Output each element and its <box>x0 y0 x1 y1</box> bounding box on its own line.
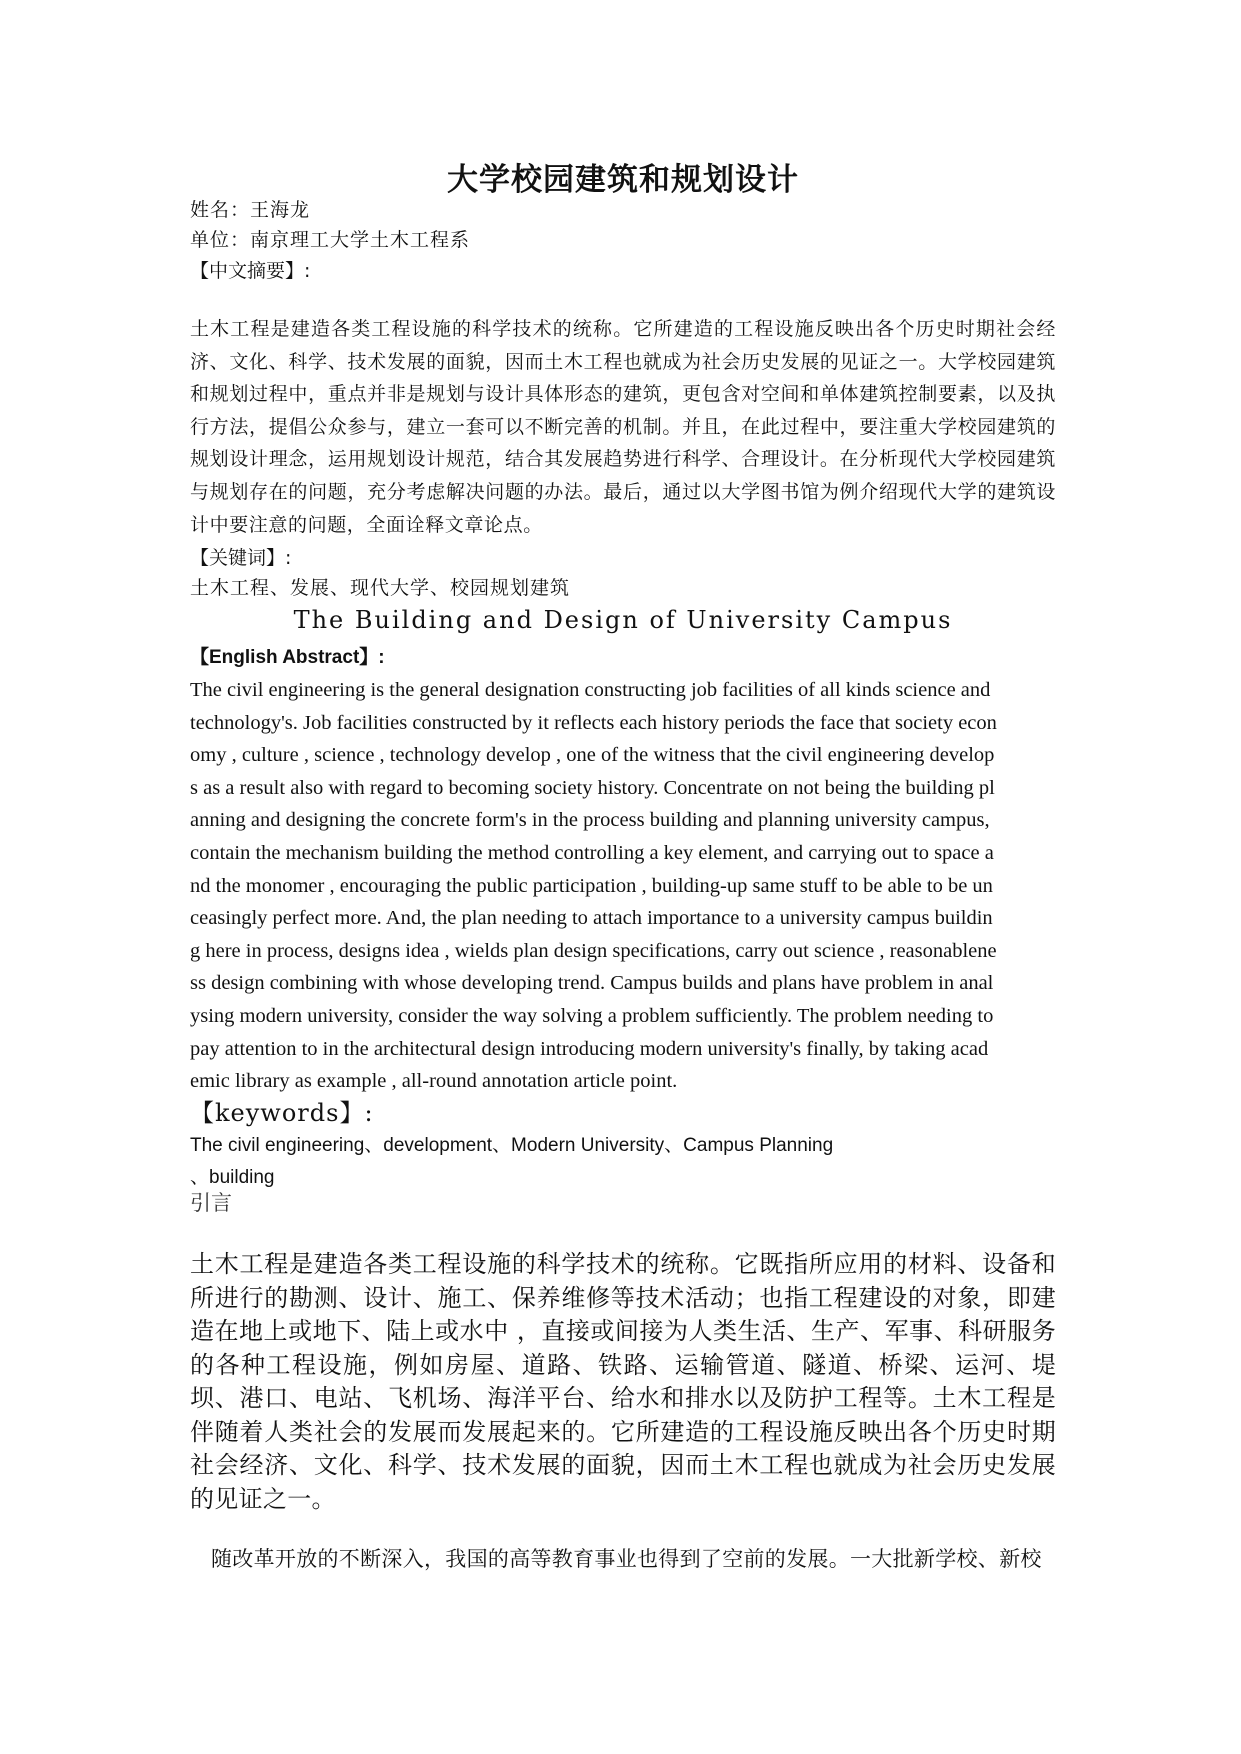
cn-abstract-heading: 【中文摘要】: <box>190 260 311 282</box>
cn-keywords-heading: 【关键词】: <box>190 547 292 569</box>
en-abstract-text <box>190 674 1056 1098</box>
en-abstract-line: The civil engineering is the general designation constructing job facilities of all kinds science and <box>190 679 991 701</box>
body-paragraph: 随改革开放的不断深入，我国的高等教育事业也得到了空前的发展。一大批新学校、新校 <box>211 1547 1042 1571</box>
author-line: 姓名：王海龙 <box>190 199 311 221</box>
en-abstract-line: pay attention to in the architectural design introducing modern university's finally, by taking acad <box>190 1037 989 1060</box>
en-keywords-line: 、building <box>190 1167 275 1188</box>
en-keywords-line: The civil engineering、development、Modern University、Campus Planning <box>190 1135 834 1156</box>
cn-abstract-text: 土木工程是建造各类工程设施的科学技术的统称。它所建造的工程设施反映出各个历史时期社会经济、文化、科学、技术发展的面貌，因而土木工程也就成为社会历史发展的见证之一。大学校园建筑和规划过程中，重点并非是规划与设计具体形态的建筑，更包含对空间和单体建筑控制要素，以及执行方法，提倡公众参与，建立一套可以不断完善的机制。并且，在此过程中，要注重大学校园建筑的规划设计理念，运用规划设计规范，结合其发展趋势进行科学、合理设计。在分析现代大学校园建筑与规划存在的问题，充分考虑解决问题的办法。最后，通过以大学图书馆为例介绍现代大学的建筑设计中要注意的问题，全面诠释文章论点。 <box>190 318 1056 536</box>
english-title: The Building and Design of University Campus <box>293 606 953 634</box>
body-paragraph: 土木工程是建造各类工程设施的科学技术的统称。它既指所应用的材料、设备和所进行的勘测、设计、施工、保养维修等技术活动；也指工程建设的对象，即建造在地上或地下、陆上或水中 ，直接或间接为人类生活、生产、军事、科研服务的各种工程设施，例如房屋、道路、铁路、运输管道、隧道、桥梁、运河、堤坝、港口、电站、飞机场、海洋平台、给水和排水以及防护工程等。土木工程是伴随着人类社会的发展而发展起来的。它所建造的工程设施反映出各个历史时期社会经济、文化、科学、技术发展的面貌，因而土木工程也就成为社会历史发展的见证之一。 <box>190 1250 1056 1513</box>
en-abstract-line: s as a result also with regard to becoming society history. Concentrate on not being the building pl <box>190 776 995 799</box>
cn-keywords-text: 土木工程、发展、现代大学、校园规划建筑 <box>190 577 571 599</box>
en-abstract-line: contain the mechanism building the method controlling a key element, and carrying out to space a <box>190 841 994 864</box>
document-title: 大学校园建筑和规划设计 <box>447 162 799 198</box>
en-keywords-text <box>190 1130 1056 1194</box>
en-abstract-line: anning and designing the concrete form's in the process building and planning university campus, <box>190 809 990 832</box>
affiliation-line: 单位：南京理工大学土木工程系 <box>190 229 471 251</box>
en-abstract-line: emic library as example , all-round annotation article point. <box>190 1070 678 1093</box>
en-abstract-line: omy , culture , science , technology develop , one of the witness that the civil engineering develop <box>190 744 995 767</box>
en-abstract-line: technology's. Job facilities constructed by it reflects each history periods the face that society econ <box>190 711 997 734</box>
en-abstract-line: ss design combining with whose developing trend. Campus builds and plans have problem in anal <box>190 972 994 995</box>
en-keywords-heading: 【keywords】: <box>190 1099 374 1127</box>
en-abstract-heading: 【English Abstract】: <box>190 647 385 668</box>
en-abstract-line: ysing modern university, consider the way solving a problem sufficiently. The problem needing to <box>190 1004 994 1027</box>
en-abstract-line: nd the monomer , encouraging the public participation , building-up same stuff to be able to be un <box>190 874 993 897</box>
en-abstract-line: ceasingly perfect more. And, the plan needing to attach importance to a university campus buildin <box>190 907 993 930</box>
en-abstract-line: g here in process, designs idea , wields plan design specifications, carry out science , reasonablene <box>190 939 997 962</box>
intro-heading: 引言 <box>190 1191 232 1215</box>
